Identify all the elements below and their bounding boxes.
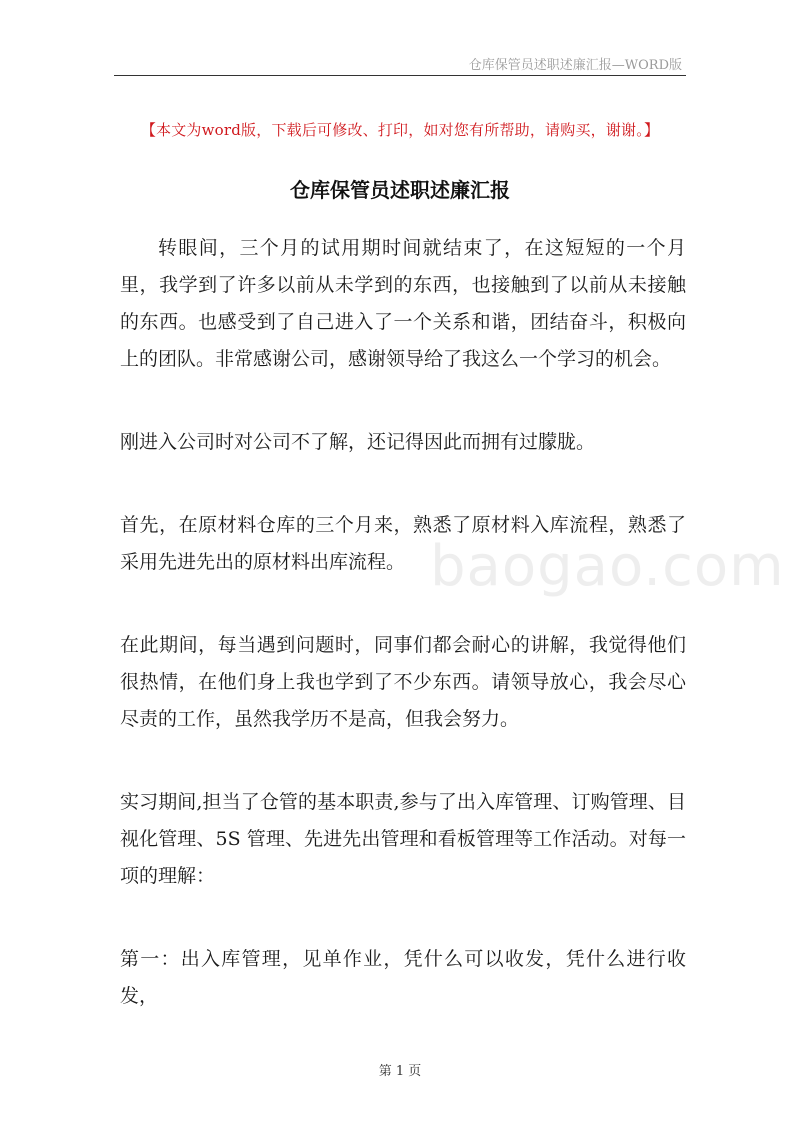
page-number: 第 1 页 xyxy=(378,1064,422,1079)
watermark: baogao.com xyxy=(430,534,785,599)
download-notice: 【本文为word版，下载后可修改、打印，如对您有所帮助，请购买，谢谢。】 xyxy=(140,121,660,139)
paragraph-warehouse: 首先，在原材料仓库的三个月来，熟悉了原材料入库流程，熟悉了采用先进先出的原材料出库流程。 xyxy=(120,514,686,573)
paragraph-colleagues: 在此期间，每当遇到问题时，同事们都会耐心的讲解，我觉得他们很热情，在他们身上我也学到了不少东西。请领导放心，我会尽心尽责的工作，虽然我学历不是高，但我会努力。 xyxy=(120,634,686,730)
header-divider xyxy=(114,75,686,76)
document-title: 仓库保管员述职述廉汇报 xyxy=(290,178,510,202)
running-header: 仓库保管员述职述廉汇报—WORD版 xyxy=(468,58,682,73)
paragraph-first-point: 第一：出入库管理，见单作业，凭什么可以收发，凭什么进行收发， xyxy=(120,948,686,1007)
paragraph-intro: 转眼间，三个月的试用期时间就结束了，在这短短的一个月里，我学到了许多以前从未学到的东西，也接触到了以前从未接触的东西。也感受到了自己进入了一个关系和谐，团结奋斗，积极向上的团队。非常感谢公司，感谢领导给了我这么一个学习的机会。 xyxy=(120,237,686,370)
paragraph-internship: 实习期间,担当了仓管的基本职责,参与了出入库管理、订购管理、目视化管理、5S 管理、先进先出管理和看板管理等工作活动。对每一项的理解： xyxy=(120,791,686,887)
document-body xyxy=(120,230,686,1061)
paragraph-first-entry: 刚进入公司时对公司不了解，还记得因此而拥有过朦胧。 xyxy=(120,431,596,453)
